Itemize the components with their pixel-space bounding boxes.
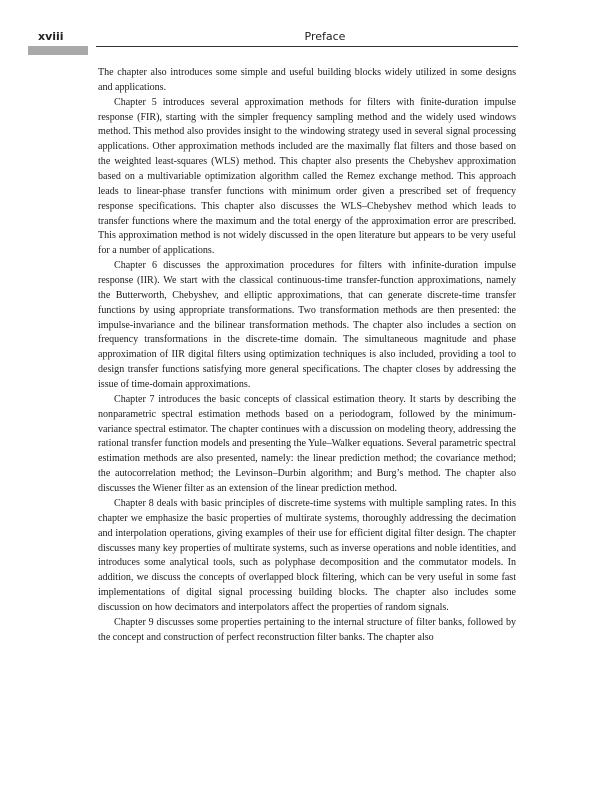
header-rule — [96, 46, 518, 47]
running-head: Preface — [304, 30, 346, 43]
thumb-tab-marker — [28, 46, 88, 55]
paragraph-5: Chapter 8 deals with basic principles of discrete-time systems with multiple sampling rates. In this chapter we emphasize the basic properties of multirate systems, thoroughly addressing the decimation and interpolation operations, giving examples of their use for efficient digital filter design. The chapter discusses many key properties of multirate systems, such as inverse operations and noble identities, and introduces some analytical tools, such as polyphase decomposition and the commutator models. In addition, we discuss the concepts of overlapped block filtering, which can be very useful in some fast implementations of digital signal processing building blocks. The chapter also includes some discussion on how decimators and interpolators affect the properties of random signals. — [98, 497, 516, 613]
page-number: xviii — [38, 30, 64, 43]
body-text — [98, 66, 516, 646]
paragraph-4: Chapter 7 introduces the basic concepts of classical estimation theory. It starts by describing the nonparametric spectral estimation methods based on a periodogram, followed by the minimum-variance spectral estimator. The chapter continues with a discussion on modeling theory, addressing the rational transfer function models and presenting the Yule–Walker equations. Several parametric spectral estimation methods are also presented, namely: the linear prediction method; the covariance method; the autocorrelation method; the Levinson–Durbin algorithm; and Burg’s method. The chapter also discusses the Wiener filter as an extension of the linear prediction method. — [98, 393, 516, 495]
paragraph-2: Chapter 5 introduces several approximation methods for filters with finite-duration impulse response (FIR), starting with the simpler frequency sampling method and the widely used windows method. This method also provides insight to the windowing strategy used in several signal processing applications. Other approximation methods included are the maximally flat filters and those based on the weighted least-squares (WLS) method. This chapter also presents the Chebyshev approximation based on a multivariable optimization algorithm called the Remez exchange method. This approach leads to linear-phase transfer functions with minimum order given a prescribed set of frequency response specifications. This chapter also discusses the WLS–Chebyshev method which leads to transfer functions where the maximum and the total energy of the approximation error are prescribed. This approximation method is not widely discussed in the open literature but appears to be very useful for a number of applications. — [98, 96, 516, 257]
paragraph-1: The chapter also introduces some simple and useful building blocks widely utilized in some designs and applications. — [98, 67, 516, 93]
paragraph-6: Chapter 9 discusses some properties pertaining to the internal structure of filter banks, followed by the concept and construction of perfect reconstruction filter banks. The chapter also — [98, 616, 516, 643]
paragraph-3: Chapter 6 discusses the approximation procedures for filters with infinite-duration impulse response (IIR). We start with the classical continuous-time transfer-function approximations, namely the Butterworth, Chebyshev, and elliptic approximations, that can generate discrete-time transfer functions by using appropriate transformations. Two transformation methods are then presented: the impulse-invariance and the bilinear transformation methods. The chapter also includes a section on frequency transformations in the discrete-time domain. The simultaneous magnitude and phase approximation of IIR digital filters using optimization techniques is also included, providing a tool to design transfer functions satisfying more general specifications. The chapter closes by addressing the issue of time-domain approximations. — [98, 260, 516, 391]
